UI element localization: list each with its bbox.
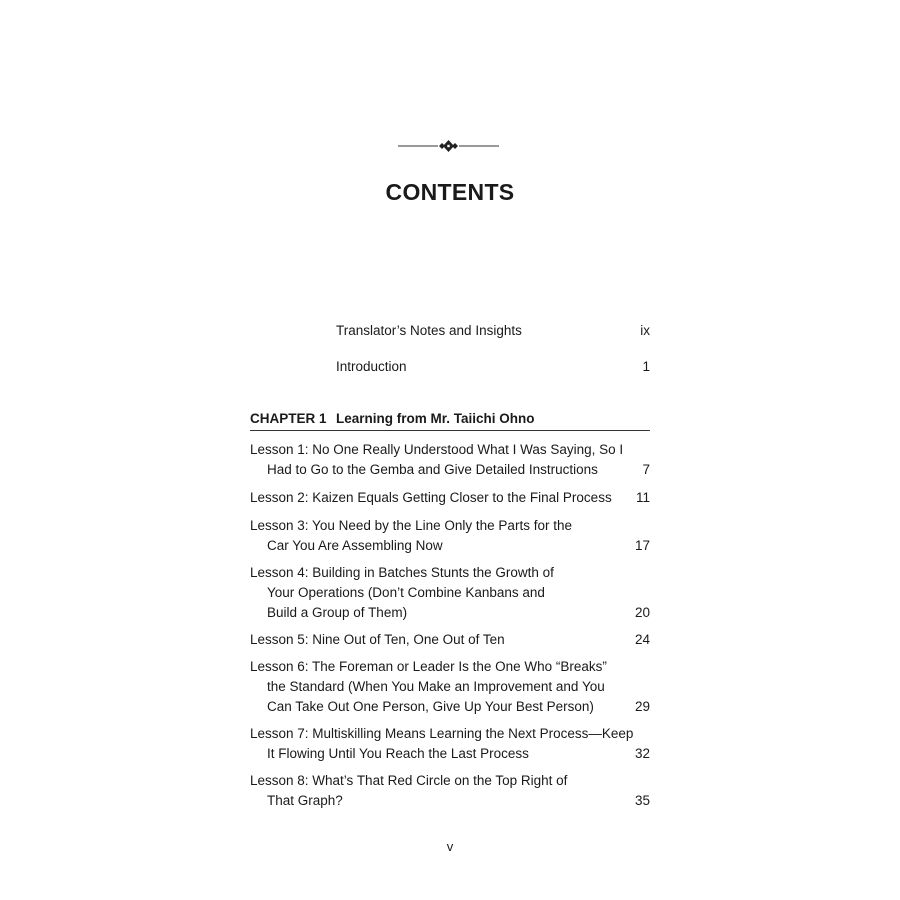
toc-lesson-7[interactable] — [250, 724, 650, 764]
lesson-line: That Graph? — [267, 793, 343, 808]
lesson-line: Lesson 1: No One Really Understood What I Was Saying, So I — [250, 442, 624, 457]
toc-lesson-1[interactable] — [250, 440, 650, 480]
lesson-page: 11 — [635, 490, 650, 505]
lesson-line: Lesson 7: Multiskilling Means Learning the Next Process—Keep — [250, 726, 634, 741]
toc-lesson-2[interactable] — [250, 488, 650, 508]
chapter-heading[interactable] — [250, 410, 650, 431]
chapter-number: CHAPTER 1 — [250, 411, 327, 426]
lesson-line: the Standard (When You Make an Improvement and You — [267, 679, 605, 694]
lesson-line: Had to Go to the Gemba and Give Detailed Instructions — [267, 462, 598, 477]
lesson-page: 32 — [634, 746, 650, 761]
lesson-line: Car You Are Assembling Now — [267, 538, 443, 553]
page-number: v — [446, 839, 454, 854]
lesson-page: 29 — [634, 699, 650, 714]
lesson-page: 7 — [642, 462, 650, 477]
toc-entry-label: Translator’s Notes and Insights — [336, 323, 522, 338]
toc-lesson-8[interactable] — [250, 771, 650, 811]
lesson-page: 35 — [634, 793, 650, 808]
lesson-page: 20 — [634, 605, 650, 620]
chapter-title: Learning from Mr. Taiichi Ohno — [336, 411, 535, 426]
lesson-page: 17 — [634, 538, 650, 553]
toc-lesson-3[interactable] — [250, 516, 650, 556]
lesson-line: Lesson 6: The Foreman or Leader Is the One Who “Breaks” — [250, 659, 607, 674]
page-title: CONTENTS — [385, 179, 515, 205]
lesson-line: Lesson 8: What’s That Red Circle on the Top Right of — [250, 773, 568, 788]
lesson-line: Lesson 3: You Need by the Line Only the Parts for the — [250, 518, 572, 533]
ornament-divider-icon — [398, 139, 499, 153]
lesson-line: Your Operations (Don’t Combine Kanbans and — [267, 585, 545, 600]
lesson-line: It Flowing Until You Reach the Last Process — [267, 746, 529, 761]
toc-entry-label: Introduction — [336, 359, 407, 374]
toc-lesson-6[interactable] — [250, 657, 650, 717]
toc-entry-translators-notes[interactable] — [336, 322, 650, 340]
lesson-line: Lesson 4: Building in Batches Stunts the Growth of — [250, 565, 554, 580]
toc-entry-page: ix — [640, 323, 650, 338]
toc-lesson-4[interactable] — [250, 563, 650, 623]
toc-entry-page: 1 — [642, 359, 650, 374]
lesson-line: Build a Group of Them) — [267, 605, 408, 620]
lesson-line: Can Take Out One Person, Give Up Your Best Person) — [267, 699, 594, 714]
lesson-page: 24 — [634, 632, 650, 647]
toc-entry-introduction[interactable] — [336, 358, 650, 376]
lesson-line: Lesson 2: Kaizen Equals Getting Closer to the Final Process — [250, 490, 612, 505]
lesson-line: Lesson 5: Nine Out of Ten, One Out of Ten — [250, 632, 505, 647]
toc-lesson-5[interactable] — [250, 630, 650, 650]
